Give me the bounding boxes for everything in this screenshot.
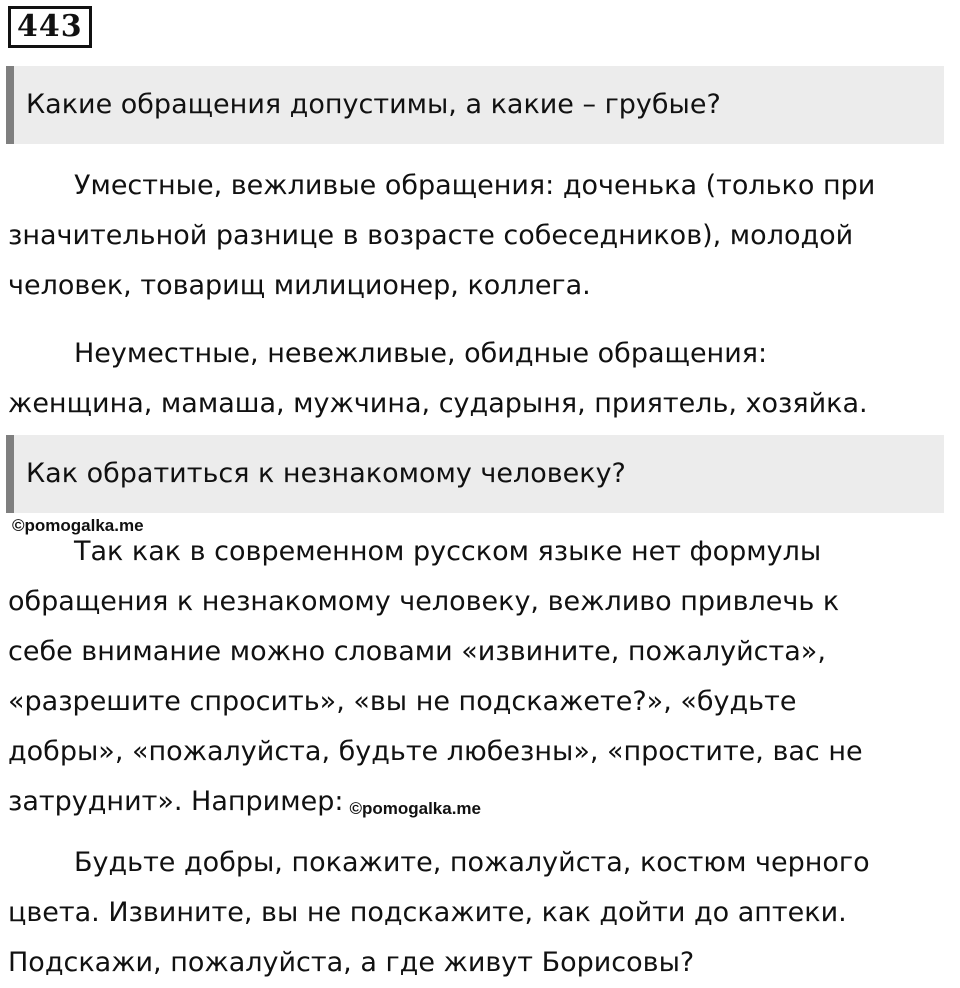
answer-3-line: добры», «пожалуйста, будьте любезны», «простите, вас не [8,736,863,767]
answer-1-paragraph [8,161,948,311]
question-1: Какие обращения допустимы, а какие – грубые? [6,66,944,144]
answer-4-line: Подскажи, пожалуйста, а где живут Борисовы? [8,947,695,978]
answer-3-line: обращения к незнакомому человеку, вежливо привлечь к [8,586,840,617]
answer-3-line: «разрешите спросить», «вы не подскажете?», «будьте [8,686,797,717]
watermark-inline: ©pomogalka.me [349,798,481,818]
answer-3-last-line-text: затруднит». Например: [8,786,344,817]
answer-3-line: Так как в современном русском языке нет формулы [74,536,822,567]
answer-2-paragraph [8,329,948,429]
task-number: 443 [8,6,92,48]
answer-4-line: цвета. Извините, вы не подскажите, как дойти до аптеки. [8,897,847,928]
answer-2-line: женщина, мамаша, мужчина, сударыня, приятель, хозяйка. [8,388,868,419]
answer-1-line: Уместные, вежливые обращения: доченька (только при [74,170,876,201]
answer-2-line: Неуместные, невежливые, обидные обращения: [74,338,768,369]
answer-4-line: Будьте добры, покажите, пожалуйста, костюм черного [74,847,870,878]
answer-3-paragraph [8,527,948,828]
answer-4-paragraph [8,838,948,988]
answer-3-line-with-watermark [8,777,948,828]
answer-1-line: человек, товарищ милиционер, коллега. [8,270,591,301]
answer-3-line: себе внимание можно словами «извините, пожалуйста», [8,636,826,667]
answer-1-line: значительной разнице в возрасте собеседников), молодой [8,220,854,251]
question-2: Как обратиться к незнакомому человеку? [6,435,944,513]
watermark: ©pomogalka.me [12,516,144,535]
